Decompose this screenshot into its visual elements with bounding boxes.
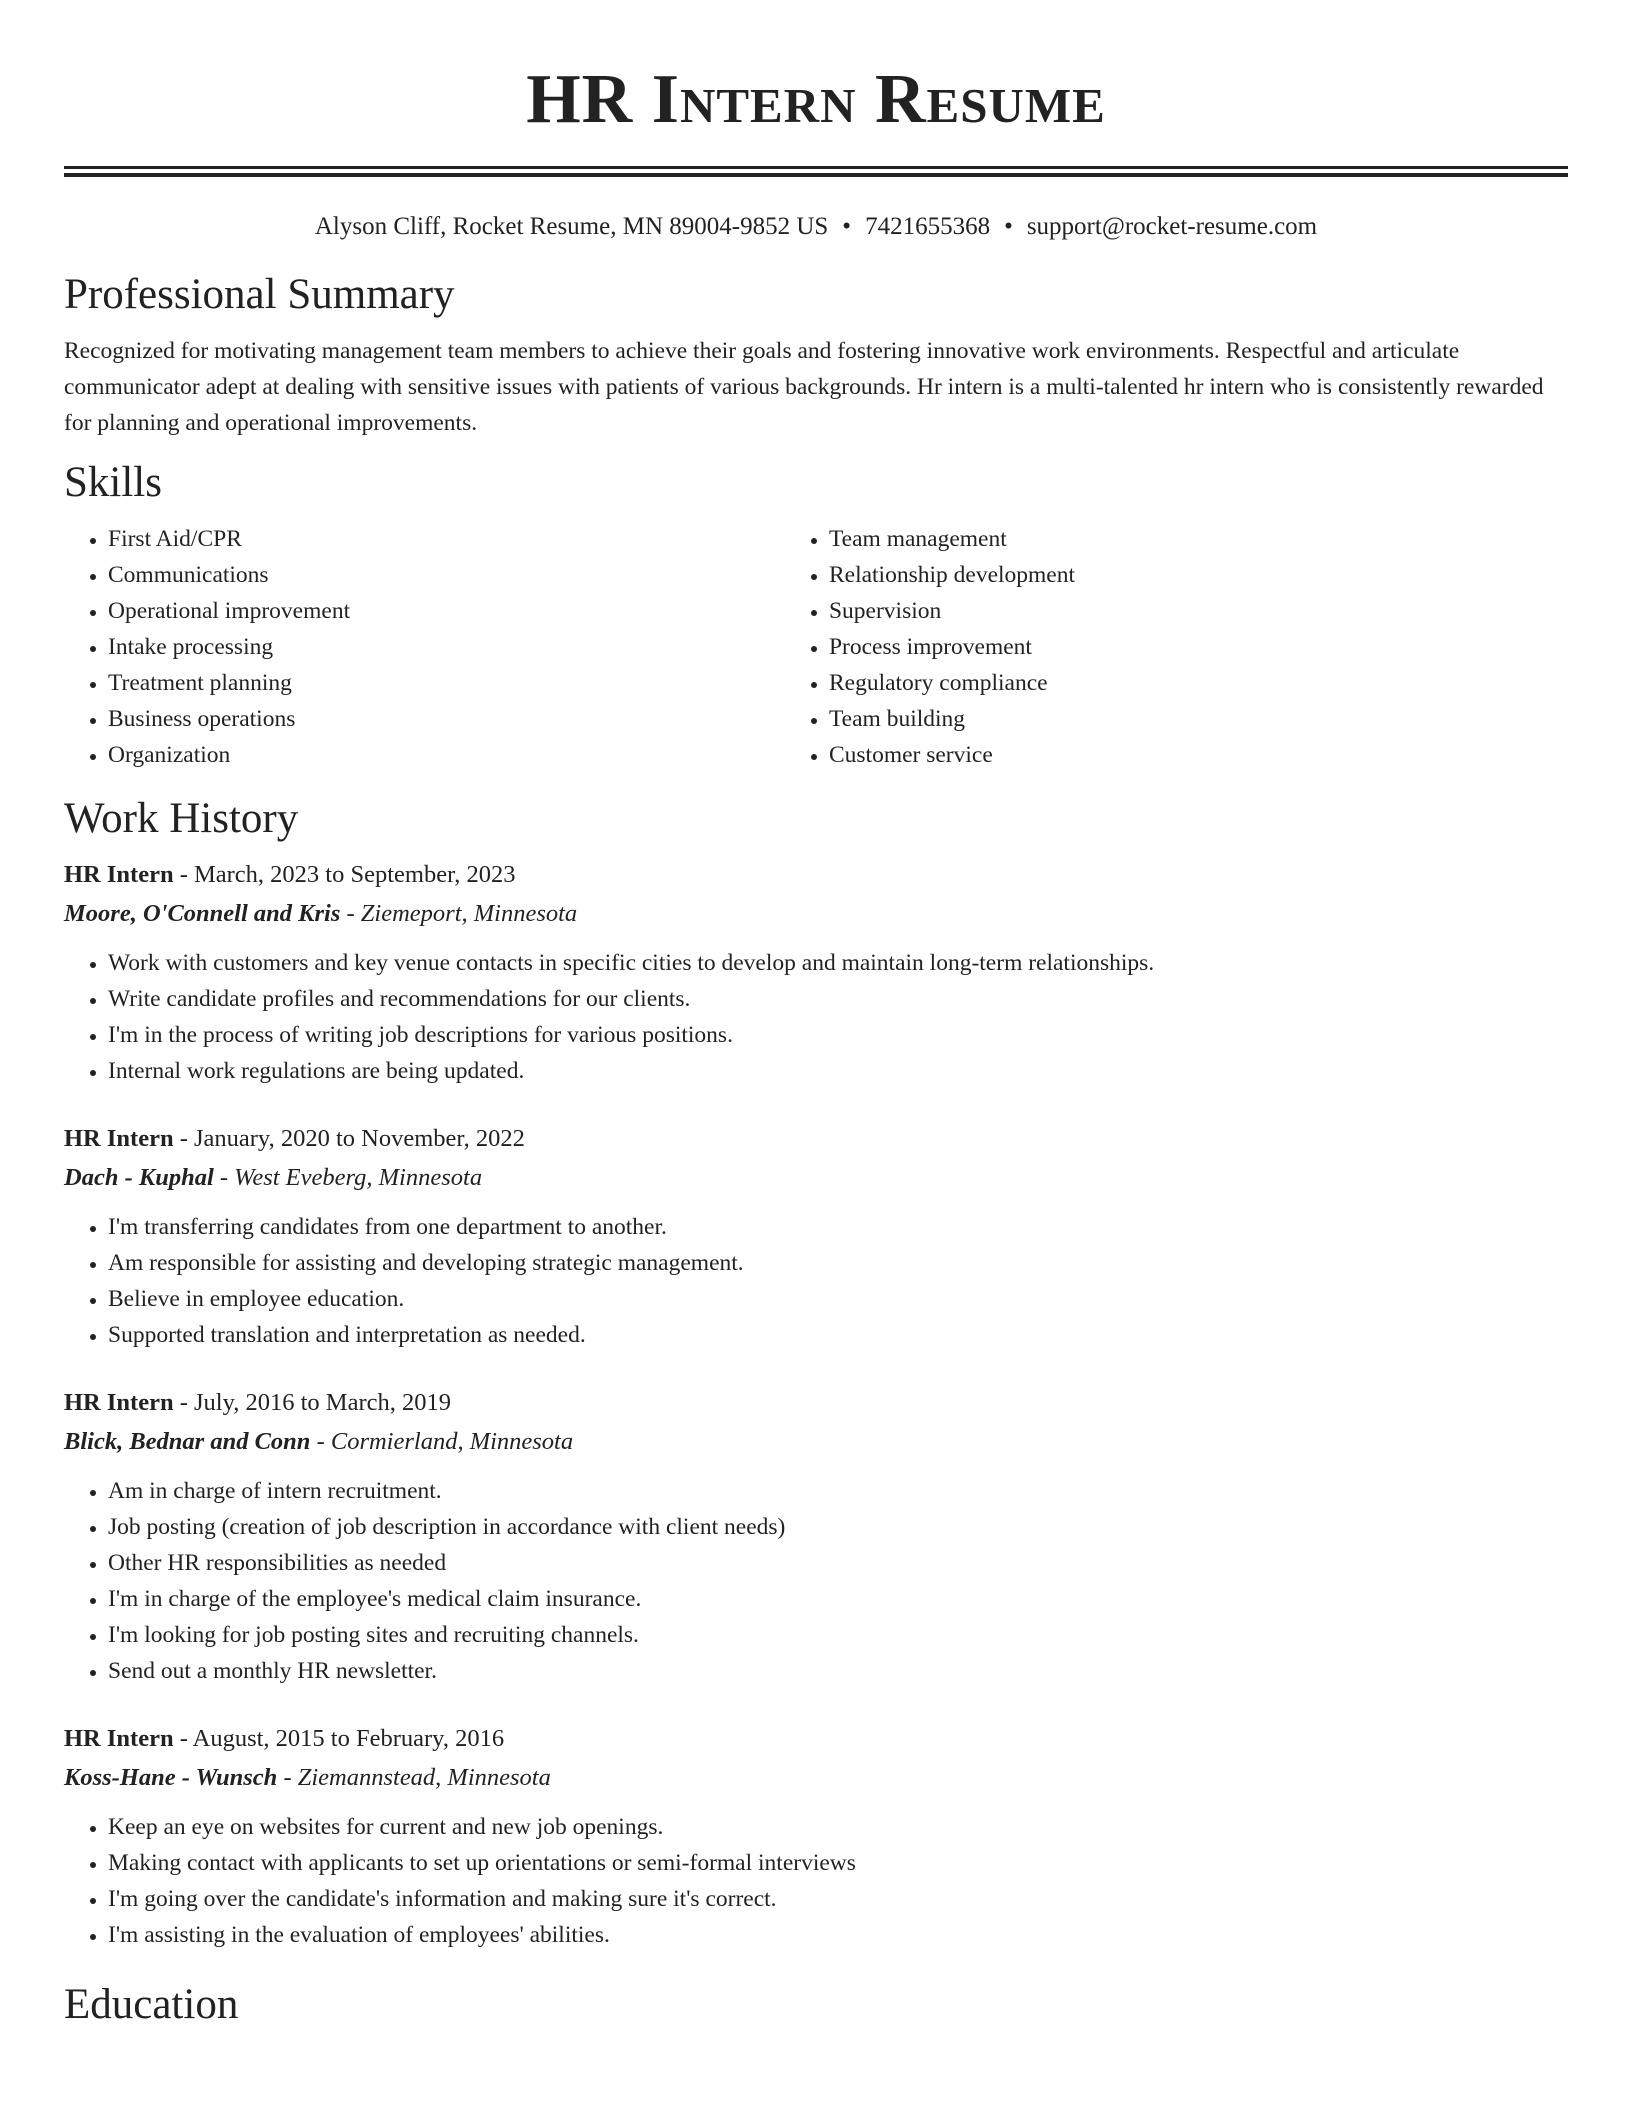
job-location: - Cormierland, Minnesota (310, 1428, 574, 1455)
skill-item: • Communications (108, 557, 785, 593)
skills-heading: Skills (64, 459, 162, 506)
duty-item: • Am in charge of intern recruitment. (108, 1473, 1568, 1509)
job-duties (64, 1809, 1568, 1953)
duty-item: • Keep an eye on websites for current and new job openings. (108, 1809, 1568, 1845)
job-title-line (64, 1383, 1568, 1423)
duty-item: • I'm going over the candidate's information and making sure it's correct. (108, 1881, 1568, 1917)
skill-item: • Process improvement (829, 629, 1568, 665)
skill-item: • Team building (829, 701, 1568, 737)
job-entry (64, 855, 1568, 1089)
job-location: - Ziemannstead, Minnesota (277, 1764, 551, 1791)
job-duties (64, 1473, 1568, 1689)
contact-phone: 7421655368 (865, 213, 991, 240)
skills-list-left (64, 521, 785, 773)
job-role: HR Intern (64, 1725, 174, 1752)
summary-text: Recognized for motivating management team members to achieve their goals and fostering innovative work environments. Respectful and articulate communicator adept at dealing with sensitive issues with patients of various backgrounds. Hr intern is a multi-talented hr intern who is consistently rewarded for planning and operational improvements. (64, 338, 1544, 436)
skill-item: • Regulatory compliance (829, 665, 1568, 701)
title-divider (64, 166, 1568, 177)
duty-item: • I'm assisting in the evaluation of employees' abilities. (108, 1917, 1568, 1953)
job-company: Moore, O'Connell and Kris (64, 900, 341, 927)
skill-item: • Intake processing (108, 629, 785, 665)
resume-page (64, 0, 1568, 2033)
skill-item: • Supervision (829, 593, 1568, 629)
job-company: Blick, Bednar and Conn (64, 1428, 311, 1455)
duty-item: • Internal work regulations are being updated. (108, 1053, 1568, 1089)
duty-item: • I'm in the process of writing job descriptions for various positions. (108, 1017, 1568, 1053)
job-role: HR Intern (64, 1125, 174, 1152)
job-entry (64, 1383, 1568, 1689)
duty-item: • I'm looking for job posting sites and recruiting channels. (108, 1617, 1568, 1653)
job-company-line (64, 1159, 1568, 1197)
job-dates: - January, 2020 to November, 2022 (173, 1125, 525, 1152)
contact-separator: • (842, 213, 852, 240)
job-role: HR Intern (64, 861, 174, 888)
education-heading: Education (64, 1981, 239, 2028)
contact-separator: • (1004, 213, 1013, 240)
job-entry (64, 1119, 1568, 1353)
job-company: Dach - Kuphal (64, 1164, 214, 1191)
skill-item: • Business operations (108, 701, 785, 737)
skills-list-right (785, 521, 1568, 773)
job-role: HR Intern (64, 1389, 174, 1416)
duty-item: • Job posting (creation of job description in accordance with client needs) (108, 1509, 1568, 1545)
resume-title: HR Intern Resume (526, 61, 1106, 138)
duty-item: • Making contact with applicants to set up orientations or semi-formal interviews (108, 1845, 1568, 1881)
work-history-heading: Work History (64, 795, 299, 842)
job-company: Koss-Hane - Wunsch (64, 1764, 278, 1791)
skill-item: • First Aid/CPR (108, 521, 785, 557)
job-location: - West Eveberg, Minnesota (213, 1164, 483, 1191)
contact-address: Alyson Cliff, Rocket Resume, MN 89004-9852 US (314, 213, 829, 240)
job-dates: - July, 2016 to March, 2019 (173, 1389, 451, 1416)
summary-heading: Professional Summary (64, 271, 455, 318)
duty-item: • I'm in charge of the employee's medical claim insurance. (108, 1581, 1568, 1617)
job-duties (64, 1209, 1568, 1353)
job-company-line (64, 1759, 1568, 1797)
job-duties (64, 945, 1568, 1089)
skill-item: • Treatment planning (108, 665, 785, 701)
skill-item: • Customer service (829, 737, 1568, 773)
job-title-line (64, 1119, 1568, 1159)
contact-email: support@rocket-resume.com (1026, 213, 1318, 240)
duty-item: • Send out a monthly HR newsletter. (108, 1653, 1568, 1689)
job-entry (64, 1719, 1568, 1953)
job-title-line (64, 1719, 1568, 1759)
duty-item: • I'm transferring candidates from one department to another. (108, 1209, 1568, 1245)
job-dates: - August, 2015 to February, 2016 (173, 1725, 505, 1752)
contact-line (64, 211, 1568, 243)
skill-item: • Relationship development (829, 557, 1568, 593)
skill-item: • Organization (108, 737, 785, 773)
job-title-line (64, 855, 1568, 895)
job-company-line (64, 895, 1568, 933)
job-company-line (64, 1423, 1568, 1461)
skills-columns (64, 521, 1568, 773)
skill-item: • Operational improvement (108, 593, 785, 629)
duty-item: • Believe in employee education. (108, 1281, 1568, 1317)
duty-item: • Supported translation and interpretation as needed. (108, 1317, 1568, 1353)
duty-item: • Write candidate profiles and recommendations for our clients. (108, 981, 1568, 1017)
duty-item: • Work with customers and key venue contacts in specific cities to develop and maintain long-term relationships. (108, 945, 1568, 981)
job-location: - Ziemeport, Minnesota (340, 900, 578, 927)
duty-item: • Other HR responsibilities as needed (108, 1545, 1568, 1581)
skill-item: • Team management (829, 521, 1568, 557)
job-dates: - March, 2023 to September, 2023 (173, 861, 516, 888)
duty-item: • Am responsible for assisting and developing strategic management. (108, 1245, 1568, 1281)
